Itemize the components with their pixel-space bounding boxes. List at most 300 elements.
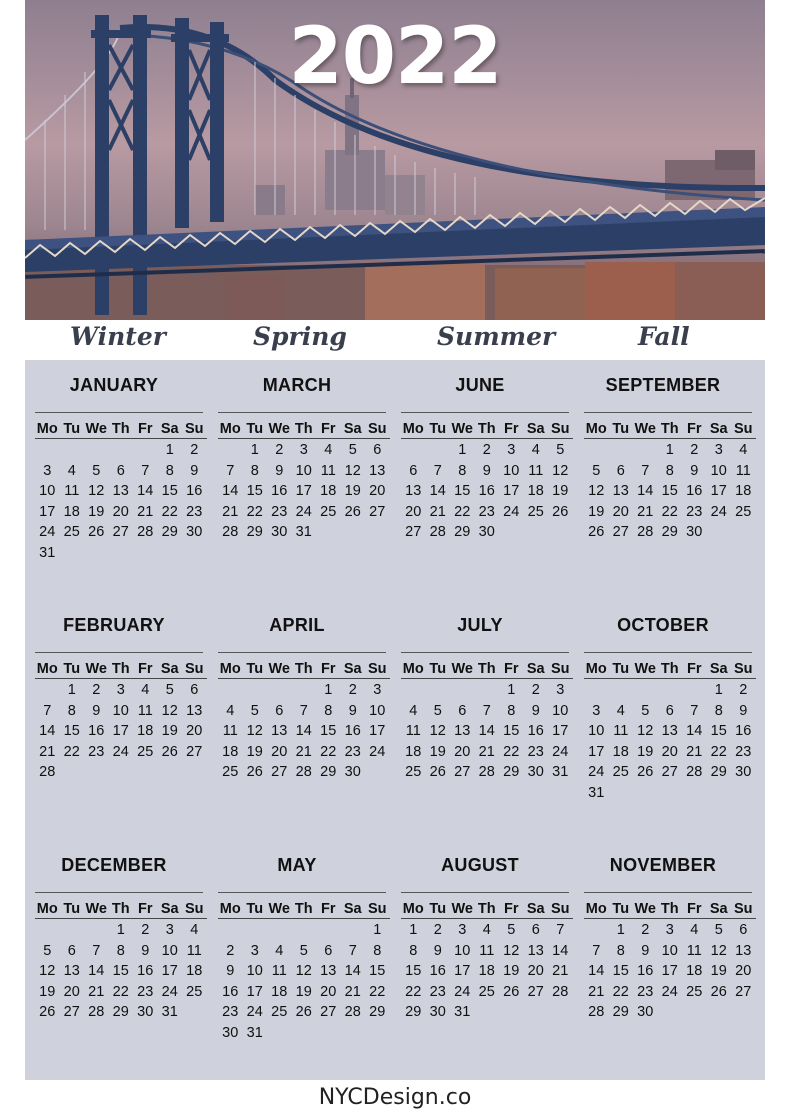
day-cell: 12	[429, 723, 446, 739]
week-row	[35, 721, 207, 742]
weekday-header	[584, 421, 756, 439]
day-cell	[365, 1023, 390, 1044]
day-cell: 13	[612, 483, 629, 499]
day-cell	[60, 440, 85, 461]
day-cell: 29	[710, 764, 727, 780]
day-cell: 14	[588, 963, 605, 979]
day-cell	[584, 680, 609, 701]
day-cell: 5	[507, 922, 516, 938]
day-cell	[401, 440, 426, 461]
day-cell: 2	[275, 442, 284, 458]
day-cell: 8	[324, 702, 333, 719]
week-row	[218, 982, 390, 1003]
day-cell: 25	[222, 764, 239, 780]
day-cell: 12	[246, 723, 263, 739]
day-cell: 21	[686, 743, 703, 760]
day-cell: 14	[295, 723, 312, 739]
day-cell: 22	[454, 503, 471, 520]
day-cell: 4	[67, 462, 76, 479]
weekday-label: Tu	[246, 661, 264, 677]
day-cell: 11	[735, 462, 751, 479]
day-cell: 10	[552, 702, 569, 719]
day-cell: 16	[527, 723, 544, 739]
day-cell: 15	[661, 483, 678, 499]
day-cell: 6	[665, 702, 674, 719]
season-fall: Fall	[638, 322, 690, 351]
day-cell	[316, 1023, 341, 1044]
day-cell: 9	[690, 462, 699, 479]
day-cell: 15	[63, 723, 80, 739]
month-name: SEPTEMBER	[605, 375, 721, 395]
weekday-label: Th	[111, 901, 130, 917]
day-cell: 5	[714, 922, 723, 938]
season-summer: Summer	[437, 322, 556, 351]
day-cell: 15	[454, 483, 471, 499]
day-cell: 24	[39, 524, 56, 540]
day-cell	[548, 1002, 573, 1023]
day-cell: 16	[478, 483, 495, 499]
day-cell: 28	[552, 983, 569, 1000]
month-october	[574, 600, 752, 820]
week-row	[401, 481, 573, 502]
weekday-label: Th	[294, 661, 313, 677]
day-cell: 27	[454, 764, 471, 780]
weekday-label: Su	[184, 421, 204, 437]
day-cell: 7	[43, 702, 52, 719]
day-cell: 16	[344, 723, 361, 739]
day-cell: 9	[92, 702, 101, 719]
week-rows	[35, 680, 207, 783]
weekday-label: Su	[550, 661, 570, 677]
day-cell	[365, 762, 390, 783]
day-cell: 23	[429, 983, 446, 1000]
weekday-label: Th	[111, 421, 130, 437]
bridge-photo	[25, 0, 765, 320]
day-cell: 17	[112, 723, 129, 739]
day-cell: 28	[39, 764, 56, 780]
day-cell	[267, 1023, 292, 1044]
day-cell: 10	[112, 702, 129, 719]
day-cell: 28	[637, 524, 654, 540]
day-cell: 3	[458, 922, 467, 938]
day-cell	[401, 680, 426, 701]
week-row	[401, 522, 573, 543]
week-row	[401, 1002, 573, 1023]
weekday-label: We	[268, 901, 290, 917]
day-cell: 2	[190, 442, 199, 458]
day-cell: 27	[405, 524, 422, 540]
day-cell: 31	[454, 1004, 471, 1020]
month-name: AUGUST	[441, 855, 519, 875]
day-cell: 20	[186, 723, 203, 739]
day-cell: 1	[409, 922, 418, 938]
day-cell: 19	[637, 743, 654, 760]
day-cell: 6	[67, 942, 76, 959]
weekday-label: We	[268, 421, 290, 437]
week-row	[218, 481, 390, 502]
weekday-label: Tu	[63, 661, 81, 677]
week-row	[218, 522, 390, 543]
day-cell	[292, 920, 317, 941]
week-row	[35, 762, 207, 783]
day-cell: 24	[112, 743, 129, 760]
week-row	[401, 961, 573, 982]
day-cell: 26	[503, 983, 520, 1000]
day-cell: 20	[735, 963, 752, 979]
divider	[401, 892, 569, 893]
day-cell: 25	[478, 983, 495, 1000]
day-cell: 21	[478, 743, 495, 760]
day-cell: 18	[63, 503, 80, 520]
day-cell: 7	[592, 942, 601, 959]
weekday-label: We	[634, 661, 656, 677]
day-cell: 19	[344, 483, 361, 499]
weekday-label: Mo	[36, 661, 58, 677]
day-cell: 27	[271, 764, 288, 780]
day-cell: 12	[710, 942, 727, 959]
weekday-label: Sa	[160, 661, 179, 677]
day-cell: 1	[165, 442, 174, 458]
day-cell	[475, 680, 500, 701]
day-cell: 9	[348, 702, 357, 719]
day-cell: 29	[503, 764, 520, 780]
day-cell: 10	[588, 723, 605, 739]
day-cell: 23	[735, 743, 752, 760]
day-cell: 2	[482, 442, 491, 458]
month-december	[25, 840, 203, 1060]
day-cell: 13	[527, 942, 544, 959]
week-row	[218, 440, 390, 461]
weekday-label: Fr	[504, 421, 519, 437]
day-cell: 4	[616, 702, 625, 719]
day-cell: 23	[88, 743, 105, 760]
week-row	[35, 961, 207, 982]
day-cell: 6	[739, 922, 748, 938]
day-cell: 5	[43, 942, 52, 959]
day-cell: 8	[458, 462, 467, 479]
day-cell	[84, 762, 109, 783]
weekday-label: Sa	[343, 661, 362, 677]
day-cell: 13	[112, 483, 129, 499]
day-cell: 22	[320, 743, 337, 760]
weekday-label: Tu	[429, 421, 447, 437]
day-cell: 8	[616, 942, 625, 959]
weekday-label: Su	[550, 421, 570, 437]
day-cell: 6	[324, 942, 333, 959]
month-name: FEBRUARY	[63, 615, 165, 635]
day-cell	[341, 1023, 366, 1044]
day-cell	[109, 762, 134, 783]
day-cell	[658, 680, 683, 701]
weekday-header	[584, 661, 756, 679]
day-cell: 4	[531, 442, 540, 458]
week-row	[35, 522, 207, 543]
day-cell: 14	[344, 963, 361, 979]
day-cell: 18	[320, 483, 337, 499]
weekday-label: Su	[733, 901, 753, 917]
day-cell: 24	[661, 983, 678, 1000]
day-cell: 26	[295, 1004, 312, 1020]
day-cell: 2	[348, 682, 357, 698]
weekday-label: Fr	[687, 421, 702, 437]
week-row	[35, 481, 207, 502]
week-row	[401, 461, 573, 482]
day-cell	[35, 440, 60, 461]
week-row	[584, 461, 756, 482]
day-cell: 27	[612, 524, 629, 540]
calendar-poster	[25, 0, 765, 1080]
day-cell: 29	[454, 524, 471, 540]
day-cell: 10	[454, 942, 471, 959]
day-cell: 29	[369, 1004, 386, 1020]
day-cell: 25	[137, 743, 154, 760]
day-cell: 17	[454, 963, 471, 979]
day-cell: 18	[478, 963, 495, 979]
weekday-label: Sa	[709, 661, 728, 677]
day-cell	[35, 680, 60, 701]
day-cell: 26	[429, 764, 446, 780]
day-cell	[548, 522, 573, 543]
day-cell: 8	[507, 702, 516, 719]
day-cell: 18	[527, 483, 544, 499]
day-cell: 28	[429, 524, 446, 540]
weekday-label: Sa	[160, 901, 179, 917]
week-row	[35, 982, 207, 1003]
day-cell: 26	[161, 743, 178, 760]
day-cell: 21	[552, 963, 569, 979]
day-cell: 6	[373, 442, 382, 458]
month-january	[25, 360, 203, 580]
day-cell: 16	[686, 483, 703, 499]
day-cell: 14	[39, 723, 56, 739]
weekday-label: Su	[733, 661, 753, 677]
weekday-header	[401, 901, 573, 919]
day-cell: 2	[531, 682, 540, 698]
week-rows	[35, 440, 207, 563]
week-row	[584, 481, 756, 502]
day-cell: 13	[63, 963, 80, 979]
week-rows	[584, 440, 756, 543]
day-cell: 19	[552, 483, 569, 499]
day-cell: 20	[320, 983, 337, 1000]
day-cell: 8	[409, 942, 418, 959]
day-cell: 14	[686, 723, 703, 739]
day-cell: 12	[503, 942, 520, 959]
week-row	[35, 461, 207, 482]
weekday-label: Fr	[321, 661, 336, 677]
week-row	[218, 941, 390, 962]
day-cell: 3	[165, 922, 174, 938]
day-cell: 16	[735, 723, 752, 739]
week-row	[35, 440, 207, 461]
day-cell: 24	[710, 503, 727, 520]
day-cell: 11	[137, 702, 153, 719]
day-cell: 10	[661, 942, 678, 959]
weekday-label: We	[634, 421, 656, 437]
day-cell: 26	[552, 503, 569, 520]
day-cell: 11	[613, 723, 629, 739]
day-cell: 29	[320, 764, 337, 780]
season-winter: Winter	[70, 322, 166, 351]
day-cell: 26	[344, 503, 361, 520]
day-cell: 17	[295, 483, 312, 499]
month-name: JUNE	[455, 375, 505, 395]
week-row	[218, 1002, 390, 1023]
season-spring: Spring	[253, 322, 347, 351]
day-cell: 4	[190, 922, 199, 938]
day-cell: 2	[690, 442, 699, 458]
day-cell: 17	[661, 963, 678, 979]
day-cell	[475, 1002, 500, 1023]
month-name: DECEMBER	[61, 855, 167, 875]
day-cell: 1	[116, 922, 125, 938]
day-cell: 30	[344, 764, 361, 780]
day-cell: 16	[637, 963, 654, 979]
day-cell	[731, 1002, 756, 1023]
day-cell: 5	[299, 942, 308, 959]
weekday-label: We	[451, 661, 473, 677]
day-cell: 26	[710, 983, 727, 1000]
day-cell: 11	[320, 462, 336, 479]
day-cell: 1	[714, 682, 723, 698]
day-cell: 1	[250, 442, 259, 458]
day-cell: 1	[665, 442, 674, 458]
day-cell: 16	[222, 983, 239, 1000]
day-cell: 12	[161, 702, 178, 719]
weekday-label: Mo	[402, 661, 424, 677]
day-cell: 21	[39, 743, 56, 760]
day-cell: 29	[161, 524, 178, 540]
weekday-label: Th	[477, 901, 496, 917]
month-may	[208, 840, 386, 1060]
day-cell: 30	[222, 1024, 239, 1041]
day-cell: 20	[112, 503, 129, 520]
day-cell: 24	[503, 503, 520, 520]
day-cell: 15	[369, 963, 386, 979]
day-cell: 30	[735, 764, 752, 780]
week-row	[218, 762, 390, 783]
weekday-label: Sa	[160, 421, 179, 437]
day-cell: 17	[503, 483, 520, 499]
day-cell: 14	[552, 942, 569, 959]
day-cell: 3	[43, 462, 52, 479]
day-cell	[609, 440, 634, 461]
day-cell: 22	[661, 503, 678, 520]
day-cell: 17	[588, 743, 605, 760]
day-cell: 2	[433, 922, 442, 938]
day-cell: 25	[686, 983, 703, 1000]
day-cell: 18	[686, 963, 703, 979]
day-cell: 9	[531, 702, 540, 719]
day-cell	[707, 1002, 732, 1023]
day-cell: 1	[507, 682, 516, 698]
day-cell: 18	[405, 743, 422, 760]
day-cell: 15	[161, 483, 178, 499]
day-cell: 24	[454, 983, 471, 1000]
weekday-label: Fr	[504, 901, 519, 917]
day-cell: 5	[641, 702, 650, 719]
day-cell: 30	[429, 1004, 446, 1020]
month-name: JANUARY	[69, 375, 159, 395]
weekday-label: Su	[733, 421, 753, 437]
day-cell: 22	[503, 743, 520, 760]
weekday-label: Mo	[402, 901, 424, 917]
weekday-label: Sa	[709, 901, 728, 917]
divider	[218, 892, 386, 893]
day-cell: 3	[714, 442, 723, 458]
week-row	[584, 1002, 756, 1023]
day-cell: 12	[552, 462, 569, 479]
day-cell: 21	[429, 503, 446, 520]
day-cell: 27	[369, 503, 386, 520]
day-cell: 19	[246, 743, 263, 760]
day-cell: 9	[141, 942, 150, 959]
month-march	[208, 360, 386, 580]
week-row	[584, 701, 756, 722]
day-cell	[218, 920, 243, 941]
day-cell	[524, 1002, 549, 1023]
day-cell: 11	[186, 942, 202, 959]
week-row	[401, 742, 573, 763]
day-cell	[158, 543, 183, 564]
weekday-label: Sa	[526, 661, 545, 677]
week-row	[584, 522, 756, 543]
day-cell	[182, 1002, 207, 1023]
weekday-label: Mo	[219, 661, 241, 677]
day-cell	[341, 522, 366, 543]
year-title: 2022	[288, 12, 502, 102]
day-cell: 30	[137, 1004, 154, 1020]
week-row	[401, 762, 573, 783]
week-row	[218, 461, 390, 482]
day-cell: 28	[222, 524, 239, 540]
day-cell: 24	[588, 764, 605, 780]
weekday-header	[35, 421, 207, 439]
day-cell: 4	[739, 442, 748, 458]
day-cell: 1	[324, 682, 333, 698]
day-cell	[109, 543, 134, 564]
day-cell: 24	[246, 1004, 263, 1020]
day-cell: 2	[226, 942, 235, 959]
day-cell: 11	[222, 723, 238, 739]
day-cell: 20	[661, 743, 678, 760]
week-row	[35, 701, 207, 722]
day-cell	[109, 440, 134, 461]
day-cell: 12	[39, 963, 56, 979]
day-cell: 3	[592, 702, 601, 719]
week-row	[218, 961, 390, 982]
day-cell: 12	[588, 483, 605, 499]
day-cell: 8	[714, 702, 723, 719]
day-cell: 21	[344, 983, 361, 1000]
day-cell: 16	[271, 483, 288, 499]
divider	[401, 412, 569, 413]
day-cell: 19	[710, 963, 727, 979]
day-cell: 27	[735, 983, 752, 1000]
day-cell: 25	[612, 764, 629, 780]
week-row	[584, 920, 756, 941]
day-cell: 25	[186, 983, 203, 1000]
day-cell: 5	[592, 462, 601, 479]
day-cell: 12	[637, 723, 654, 739]
day-cell	[499, 522, 524, 543]
day-cell	[182, 543, 207, 564]
week-rows	[401, 920, 573, 1023]
day-cell	[243, 920, 268, 941]
day-cell: 13	[661, 723, 678, 739]
day-cell: 3	[250, 942, 259, 959]
day-cell: 14	[88, 963, 105, 979]
